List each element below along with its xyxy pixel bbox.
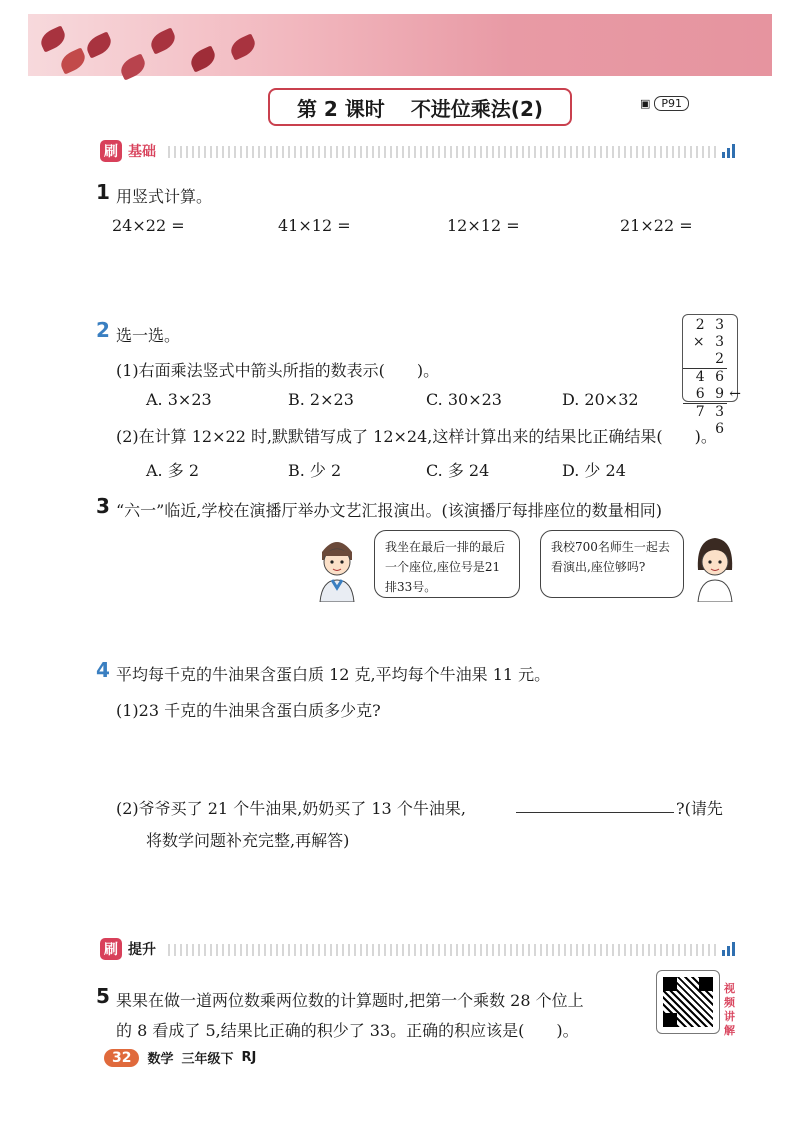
brush-icon: 刷 [100,938,122,960]
question-2-prompt: 选一选。 [116,326,181,345]
vertical-result: 7 3 6 [695,404,727,437]
q1-item-4: 21×22 = [620,216,693,235]
q2-part1-option-b: B. 2×23 [288,390,354,409]
lesson-number: 第 2 课时 [296,96,385,121]
vertical-partial-1: 4 6 [695,369,727,385]
question-3-number: 3 [96,494,110,518]
vertical-multiplication [682,314,741,437]
question-5-line-2: 的 8 看成了 5,结果比正确的积少了 33。正确的积应该是( )。 [116,1021,579,1040]
q2-part1-option-a: A. 3×23 [146,390,212,409]
question-2-number: 2 [96,318,110,342]
vertical-multiplier: × 3 2 [683,334,727,369]
page-reference [640,96,689,111]
section-basic-label: 基础 [128,144,156,160]
answer-blank[interactable] [516,812,674,813]
question-5-number: 5 [96,984,110,1008]
question-4-text: 平均每千克的牛油果含蛋白质 12 克,平均每个牛油果 11 元。 [116,665,551,684]
vertical-partial-2: 6 9 ← [683,386,727,404]
qr-code-icon[interactable] [656,970,720,1034]
q4-part2-tail: ?(请先 [676,799,723,818]
q1-item-1: 24×22 = [112,216,185,235]
girl-speech-bubble: 我校700名师生一起去看演出,座位够吗? [540,530,684,598]
q2-part2-text: (2)在计算 12×22 时,默默错写成了 12×24,这样计算出来的结果比正确结果( )。 [116,427,717,446]
signal-bars-icon [722,940,735,956]
question-1-prompt: 用竖式计算。 [116,187,213,206]
q2-part2-option-c: C. 多 24 [426,461,490,480]
q2-part2-option-b: B. 少 2 [288,461,342,480]
section-divider [168,146,716,158]
q1-item-2: 41×12 = [278,216,351,235]
question-4-number: 4 [96,658,110,682]
section-advanced-label: 提升 [128,942,156,958]
section-advanced-header [100,938,156,960]
book-icon: ▣ [640,97,651,110]
footer-grade: 三年级下 [181,1052,234,1067]
lesson-title: 不进位乘法(2) [410,96,544,121]
page-number: 32 [104,1049,139,1067]
arrow-left-icon: ← [729,386,741,402]
brush-icon: 刷 [100,140,122,162]
q2-part1-text: (1)右面乘法竖式中箭头所指的数表示( )。 [116,361,440,380]
q4-part1-text: (1)23 千克的牛油果含蛋白质多少克? [116,701,381,720]
section-divider [168,944,716,956]
boy-speech-bubble: 我坐在最后一排的最后一个座位,座位号是21排33号。 [374,530,520,598]
boy-avatar-icon [312,530,362,602]
signal-bars-icon [722,142,735,158]
question-5-line-1: 果果在做一道两位数乘两位数的计算题时,把第一个乘数 28 个位上 [116,991,584,1010]
lesson-title-box [268,88,572,126]
question-3-text: “六一”临近,学校在演播厅举办文艺汇报演出。(该演播厅每排座位的数量相同) [116,501,662,520]
girl-avatar-icon [690,530,740,602]
footer-subject: 数学 [147,1052,174,1067]
q2-part2-option-d: D. 少 24 [562,461,626,480]
q2-part2-option-a: A. 多 2 [146,461,199,480]
q2-part1-option-d: D. 20×32 [562,390,639,409]
reference-page: P91 [654,96,689,111]
page-footer [104,1048,256,1067]
question-1-number: 1 [96,180,110,204]
section-basic-header [100,140,156,162]
q4-part2-continued: 将数学问题补充完整,再解答) [146,831,350,850]
q4-part2-text: (2)爷爷买了 21 个牛油果,奶奶买了 13 个牛油果, [116,799,466,818]
q1-item-3: 12×12 = [447,216,520,235]
video-explanation-label: 视频讲解 [724,982,735,1037]
vertical-multiplicand: 2 3 [695,317,727,333]
q2-part1-option-c: C. 30×23 [426,390,502,409]
footer-edition: RJ [241,1050,257,1065]
